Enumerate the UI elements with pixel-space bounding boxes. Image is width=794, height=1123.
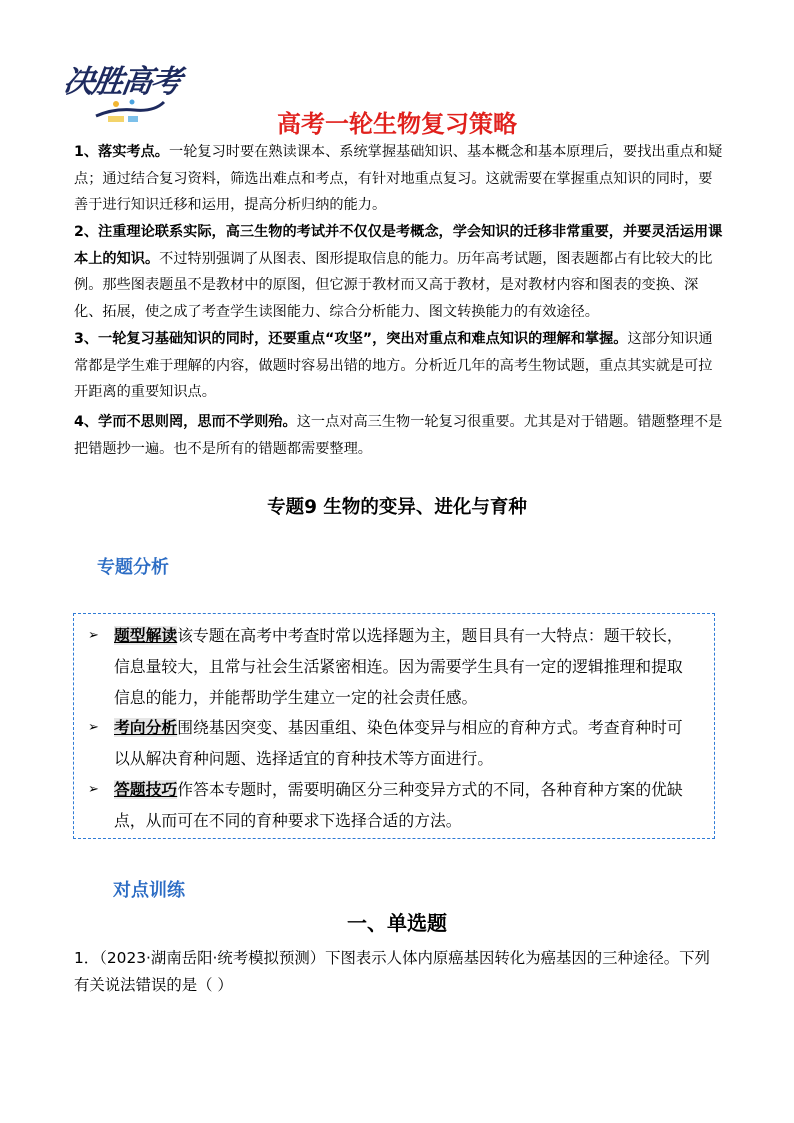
analysis-item	[88, 774, 698, 836]
strategy-item-1	[74, 139, 726, 219]
logo-text: 决胜高考	[60, 64, 183, 100]
analysis-tag: 答题技巧	[114, 780, 178, 799]
arrow-bullet-icon: ➢	[88, 628, 99, 643]
strategy-item-2	[74, 219, 726, 325]
strategy-lead: 4、学而不思则罔，思而不学则殆。	[74, 414, 297, 430]
analysis-heading: 专题分析	[97, 557, 169, 578]
arrow-bullet-icon: ➢	[88, 782, 99, 797]
analysis-box	[73, 613, 715, 839]
topic-title: 专题9 生物的变异、进化与育种	[267, 497, 527, 518]
analysis-item	[88, 620, 698, 713]
strategy-item-4	[74, 409, 726, 462]
analysis-text: 作答本专题时，需要明确区分三种变异方式的不同，各种育种方案的优缺点，从而可在不同的育种要求下选择合适的方法。	[114, 780, 683, 830]
strategy-item-3	[74, 326, 726, 406]
strategy-body: 一轮复习时要在熟读课本、系统掌握基础知识、基本概念和基本原理后，要找出重点和疑点；通过结合复习资料，筛选出难点和考点，有针对地重点复习。这就需要在掌握重点知识的同时，要善于进行知识迁移和运用，提高分析归纳的能力。	[74, 144, 723, 213]
strategy-body: 不过特别强调了从图表、图形提取信息的能力。历年高考试题，图表题都占有比较大的比例。那些图表题虽不是教材中的原图，但它源于教材而又高于教材，是对教材内容和图表的变换、深化、拓展，使之成了考查学生读图能力、综合分析能力、图文转换能力的有效途径。	[74, 250, 713, 320]
analysis-tag: 题型解读	[114, 626, 178, 645]
strategy-body: 这部分知识通常都是学生难于理解的内容，做题时容易出错的地方。分析近几年的高考生物试题，重点其实就是可拉开距离的重要知识点。	[74, 331, 713, 400]
training-heading: 对点训练	[113, 880, 185, 901]
analysis-text: 围绕基因突变、基因重组、染色体变异与相应的育种方式。考查育种时可以从解决育种问题、选择适宜的育种技术等方面进行。	[114, 718, 683, 768]
page-title: 高考一轮生物复习策略	[277, 110, 517, 138]
analysis-tag: 考向分析	[114, 718, 178, 737]
arrow-bullet-icon: ➢	[88, 720, 99, 735]
analysis-text: 该专题在高考中考查时常以选择题为主，题目具有一大特点：题干较长，信息量较大，且常与社会生活紧密相连。因为需要学生具有一定的逻辑推理和提取信息的能力，并能帮助学生建立一定的社会责任感。	[114, 626, 683, 707]
strategy-lead: 3、一轮复习基础知识的同时，还要重点“攻坚”，突出对重点和难点知识的理解和掌握。	[74, 331, 628, 347]
strategy-lead: 1、落实考点。	[74, 144, 169, 160]
analysis-item	[88, 712, 698, 774]
strategy-body: 这一点对高三生物一轮复习很重要。尤其是对于错题。错题整理不是把错题抄一遍。也不是所有的错题都需要整理。	[74, 414, 723, 457]
question-1: 1．（2023·湖南岳阳·统考模拟预测）下图表示人体内原癌基因转化为癌基因的三种途径。下列有关说法错误的是（ ）	[74, 949, 710, 994]
section-title: 一、单选题	[347, 911, 447, 935]
strategy-lead: 2、注重理论联系实际，高三生物的考试并不仅仅是考概念，学会知识的迁移非常重要，并要灵活运用课本上的知识。	[74, 224, 723, 267]
